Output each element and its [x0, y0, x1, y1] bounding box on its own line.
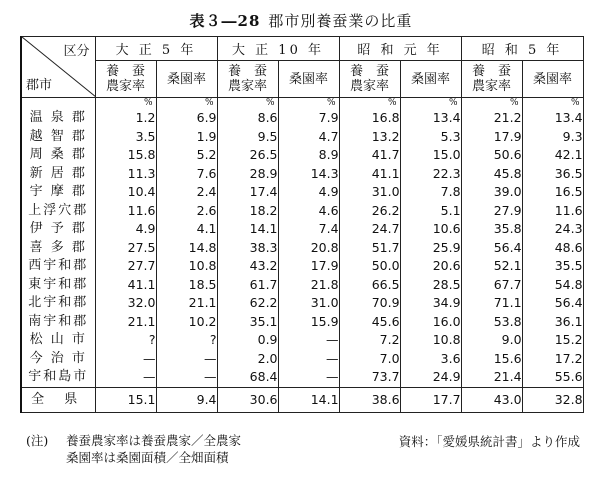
- value-cell: 50.6: [461, 146, 522, 165]
- table-row: [21, 165, 583, 184]
- total-value-cell: 15.1: [95, 387, 156, 412]
- value-cell: 61.7: [217, 276, 278, 295]
- value-cell: 35.8: [461, 220, 522, 239]
- value-cell: ?: [156, 331, 217, 350]
- header-line: 養 蚕: [472, 64, 512, 79]
- mulberry-field-rate-header: 桑園率: [156, 61, 217, 98]
- value-cell: 27.7: [95, 257, 156, 276]
- footnote-line-2: 桑園率は桑園面積／全畑面積: [66, 450, 229, 465]
- value-cell: 51.7: [339, 239, 400, 258]
- value-cell: 73.7: [339, 368, 400, 387]
- district-name: 南宇和郡: [21, 313, 95, 332]
- value-cell: 15.0: [400, 146, 461, 165]
- value-cell: 1.2: [95, 109, 156, 128]
- value-cell: 4.1: [156, 220, 217, 239]
- unit-label: %: [95, 98, 156, 110]
- value-cell: 36.1: [522, 313, 583, 332]
- table-row: [21, 220, 583, 239]
- total-label: 全 県: [21, 387, 95, 412]
- total-value-cell: 38.6: [339, 387, 400, 412]
- footnote-line-1: 養蚕農家率は養蚕農家／全農家: [66, 433, 242, 448]
- value-cell: 22.3: [400, 165, 461, 184]
- value-cell: 4.7: [278, 128, 339, 147]
- unit-label: %: [278, 98, 339, 110]
- value-cell: ?: [95, 331, 156, 350]
- value-cell: 15.9: [278, 313, 339, 332]
- district-name: 東宇和郡: [21, 276, 95, 295]
- value-cell: 3.5: [95, 128, 156, 147]
- value-cell: 18.5: [156, 276, 217, 295]
- value-cell: 8.6: [217, 109, 278, 128]
- value-cell: —: [278, 368, 339, 387]
- footnote-label: (注): [26, 433, 49, 448]
- value-cell: 4.6: [278, 202, 339, 221]
- district-name: 宇 摩 郡: [21, 183, 95, 202]
- value-cell: 7.8: [400, 183, 461, 202]
- value-cell: 35.1: [217, 313, 278, 332]
- value-cell: 35.5: [522, 257, 583, 276]
- header-line: 養 蚕: [105, 64, 145, 79]
- value-cell: 66.5: [339, 276, 400, 295]
- sericulture-household-rate-header: [339, 61, 400, 98]
- unit-cell-empty: [21, 98, 95, 110]
- district-name: 温 泉 郡: [21, 109, 95, 128]
- district-name: 越 智 郡: [21, 128, 95, 147]
- header-line: 農家率: [350, 79, 390, 94]
- value-cell: 70.9: [339, 294, 400, 313]
- table-row: [21, 183, 583, 202]
- value-cell: 17.2: [522, 350, 583, 369]
- unit-label: %: [461, 98, 522, 110]
- total-value-cell: 9.4: [156, 387, 217, 412]
- value-cell: 21.2: [461, 109, 522, 128]
- value-cell: 5.1: [400, 202, 461, 221]
- value-cell: 54.8: [522, 276, 583, 295]
- value-cell: 56.4: [522, 294, 583, 313]
- sericulture-household-rate-header: [461, 61, 522, 98]
- value-cell: 15.6: [461, 350, 522, 369]
- value-cell: 11.6: [95, 202, 156, 221]
- value-cell: 17.4: [217, 183, 278, 202]
- district-name: 新 居 郡: [21, 165, 95, 184]
- source-note: 資料：「愛媛県統計書」より作成: [398, 434, 580, 449]
- value-cell: 41.1: [95, 276, 156, 295]
- value-cell: 67.7: [461, 276, 522, 295]
- value-cell: 4.9: [95, 220, 156, 239]
- value-cell: 26.5: [217, 146, 278, 165]
- district-name: 西宇和郡: [21, 257, 95, 276]
- table-row: [21, 146, 583, 165]
- value-cell: 39.0: [461, 183, 522, 202]
- value-cell: 5.2: [156, 146, 217, 165]
- value-cell: 6.9: [156, 109, 217, 128]
- value-cell: 13.4: [522, 109, 583, 128]
- table-title: [0, 10, 602, 31]
- table-row: [21, 257, 583, 276]
- table-row: [21, 202, 583, 221]
- value-cell: 32.0: [95, 294, 156, 313]
- value-cell: —: [278, 331, 339, 350]
- value-cell: 7.2: [339, 331, 400, 350]
- value-cell: 1.9: [156, 128, 217, 147]
- district-name: 周 桑 郡: [21, 146, 95, 165]
- value-cell: 2.0: [217, 350, 278, 369]
- value-cell: 18.2: [217, 202, 278, 221]
- value-cell: —: [95, 368, 156, 387]
- total-value-cell: 43.0: [461, 387, 522, 412]
- district-name: 宇和島市: [21, 368, 95, 387]
- table-row: [21, 109, 583, 128]
- total-value-cell: 32.8: [522, 387, 583, 412]
- value-cell: 2.6: [156, 202, 217, 221]
- value-cell: —: [95, 350, 156, 369]
- table-number: 表３―28: [189, 12, 261, 30]
- value-cell: 13.2: [339, 128, 400, 147]
- value-cell: 21.4: [461, 368, 522, 387]
- table-row: [21, 239, 583, 258]
- table-row: [21, 313, 583, 332]
- value-cell: —: [278, 350, 339, 369]
- value-cell: 10.8: [400, 331, 461, 350]
- header-line: 農家率: [228, 79, 268, 94]
- table-row: [21, 276, 583, 295]
- corner-label-district: 郡市: [26, 78, 53, 93]
- unit-label: %: [217, 98, 278, 110]
- value-cell: 9.3: [522, 128, 583, 147]
- value-cell: —: [156, 368, 217, 387]
- value-cell: 36.5: [522, 165, 583, 184]
- total-row: [21, 387, 583, 412]
- district-name: 松 山 市: [21, 331, 95, 350]
- value-cell: 20.6: [400, 257, 461, 276]
- value-cell: 16.8: [339, 109, 400, 128]
- value-cell: 11.6: [522, 202, 583, 221]
- value-cell: 11.3: [95, 165, 156, 184]
- value-cell: 34.9: [400, 294, 461, 313]
- value-cell: 24.9: [400, 368, 461, 387]
- value-cell: 3.6: [400, 350, 461, 369]
- value-cell: 17.9: [278, 257, 339, 276]
- value-cell: 27.5: [95, 239, 156, 258]
- value-cell: 25.9: [400, 239, 461, 258]
- table-row: [21, 368, 583, 387]
- value-cell: 16.0: [400, 313, 461, 332]
- value-cell: 45.8: [461, 165, 522, 184]
- value-cell: 10.2: [156, 313, 217, 332]
- value-cell: 8.9: [278, 146, 339, 165]
- value-cell: 50.0: [339, 257, 400, 276]
- mulberry-field-rate-header: 桑園率: [400, 61, 461, 98]
- value-cell: 26.2: [339, 202, 400, 221]
- era-header: 昭 和 5 年: [461, 37, 583, 61]
- value-cell: 14.8: [156, 239, 217, 258]
- unit-label: %: [156, 98, 217, 110]
- value-cell: 27.9: [461, 202, 522, 221]
- value-cell: 7.4: [278, 220, 339, 239]
- value-cell: 43.2: [217, 257, 278, 276]
- value-cell: 4.9: [278, 183, 339, 202]
- unit-label: %: [522, 98, 583, 110]
- value-cell: 31.0: [339, 183, 400, 202]
- value-cell: 15.2: [522, 331, 583, 350]
- value-cell: 53.8: [461, 313, 522, 332]
- value-cell: 42.1: [522, 146, 583, 165]
- mulberry-field-rate-header: 桑園率: [522, 61, 583, 98]
- district-name: 上浮穴郡: [21, 202, 95, 221]
- table-caption: 郡市別養蚕業の比重: [268, 12, 413, 30]
- value-cell: 28.9: [217, 165, 278, 184]
- header-line: 農家率: [105, 79, 145, 94]
- value-cell: 24.3: [522, 220, 583, 239]
- district-name: 今 治 市: [21, 350, 95, 369]
- table-row: [21, 350, 583, 369]
- district-name: 伊 予 郡: [21, 220, 95, 239]
- value-cell: 68.4: [217, 368, 278, 387]
- value-cell: 2.4: [156, 183, 217, 202]
- era-header: 大 正 5 年: [95, 37, 217, 61]
- total-value-cell: 14.1: [278, 387, 339, 412]
- value-cell: 20.8: [278, 239, 339, 258]
- value-cell: 10.8: [156, 257, 217, 276]
- value-cell: 14.3: [278, 165, 339, 184]
- table-row: [21, 128, 583, 147]
- unit-label: %: [339, 98, 400, 110]
- era-header: 昭 和 元 年: [339, 37, 461, 61]
- value-cell: 21.1: [156, 294, 217, 313]
- value-cell: 21.1: [95, 313, 156, 332]
- sericulture-household-rate-header: [217, 61, 278, 98]
- value-cell: 41.1: [339, 165, 400, 184]
- table-row: [21, 331, 583, 350]
- value-cell: 52.1: [461, 257, 522, 276]
- value-cell: 14.1: [217, 220, 278, 239]
- value-cell: 28.5: [400, 276, 461, 295]
- value-cell: 9.5: [217, 128, 278, 147]
- header-line: 養 蚕: [228, 64, 268, 79]
- era-header: 大 正 10 年: [217, 37, 339, 61]
- value-cell: 38.3: [217, 239, 278, 258]
- value-cell: 21.8: [278, 276, 339, 295]
- header-line: 農家率: [472, 79, 512, 94]
- value-cell: 31.0: [278, 294, 339, 313]
- corner-label-category: 区分: [63, 44, 90, 59]
- corner-cell: [21, 37, 95, 98]
- value-cell: 16.5: [522, 183, 583, 202]
- unit-label: %: [400, 98, 461, 110]
- value-cell: 7.9: [278, 109, 339, 128]
- unit-row: [21, 98, 583, 110]
- data-table: [20, 36, 584, 413]
- district-name: 喜 多 郡: [21, 239, 95, 258]
- district-name: 北宇和郡: [21, 294, 95, 313]
- header-line: 養 蚕: [350, 64, 390, 79]
- value-cell: —: [156, 350, 217, 369]
- value-cell: 10.4: [95, 183, 156, 202]
- value-cell: 56.4: [461, 239, 522, 258]
- value-cell: 24.7: [339, 220, 400, 239]
- value-cell: 45.6: [339, 313, 400, 332]
- value-cell: 15.8: [95, 146, 156, 165]
- value-cell: 62.2: [217, 294, 278, 313]
- value-cell: 41.7: [339, 146, 400, 165]
- value-cell: 10.6: [400, 220, 461, 239]
- table-row: [21, 294, 583, 313]
- value-cell: 7.0: [339, 350, 400, 369]
- total-value-cell: 17.7: [400, 387, 461, 412]
- mulberry-field-rate-header: 桑園率: [278, 61, 339, 98]
- value-cell: 48.6: [522, 239, 583, 258]
- sericulture-household-rate-header: [95, 61, 156, 98]
- value-cell: 7.6: [156, 165, 217, 184]
- value-cell: 9.0: [461, 331, 522, 350]
- value-cell: 5.3: [400, 128, 461, 147]
- total-value-cell: 30.6: [217, 387, 278, 412]
- value-cell: 71.1: [461, 294, 522, 313]
- value-cell: 0.9: [217, 331, 278, 350]
- value-cell: 13.4: [400, 109, 461, 128]
- footnote: [26, 432, 241, 466]
- value-cell: 55.6: [522, 368, 583, 387]
- value-cell: 17.9: [461, 128, 522, 147]
